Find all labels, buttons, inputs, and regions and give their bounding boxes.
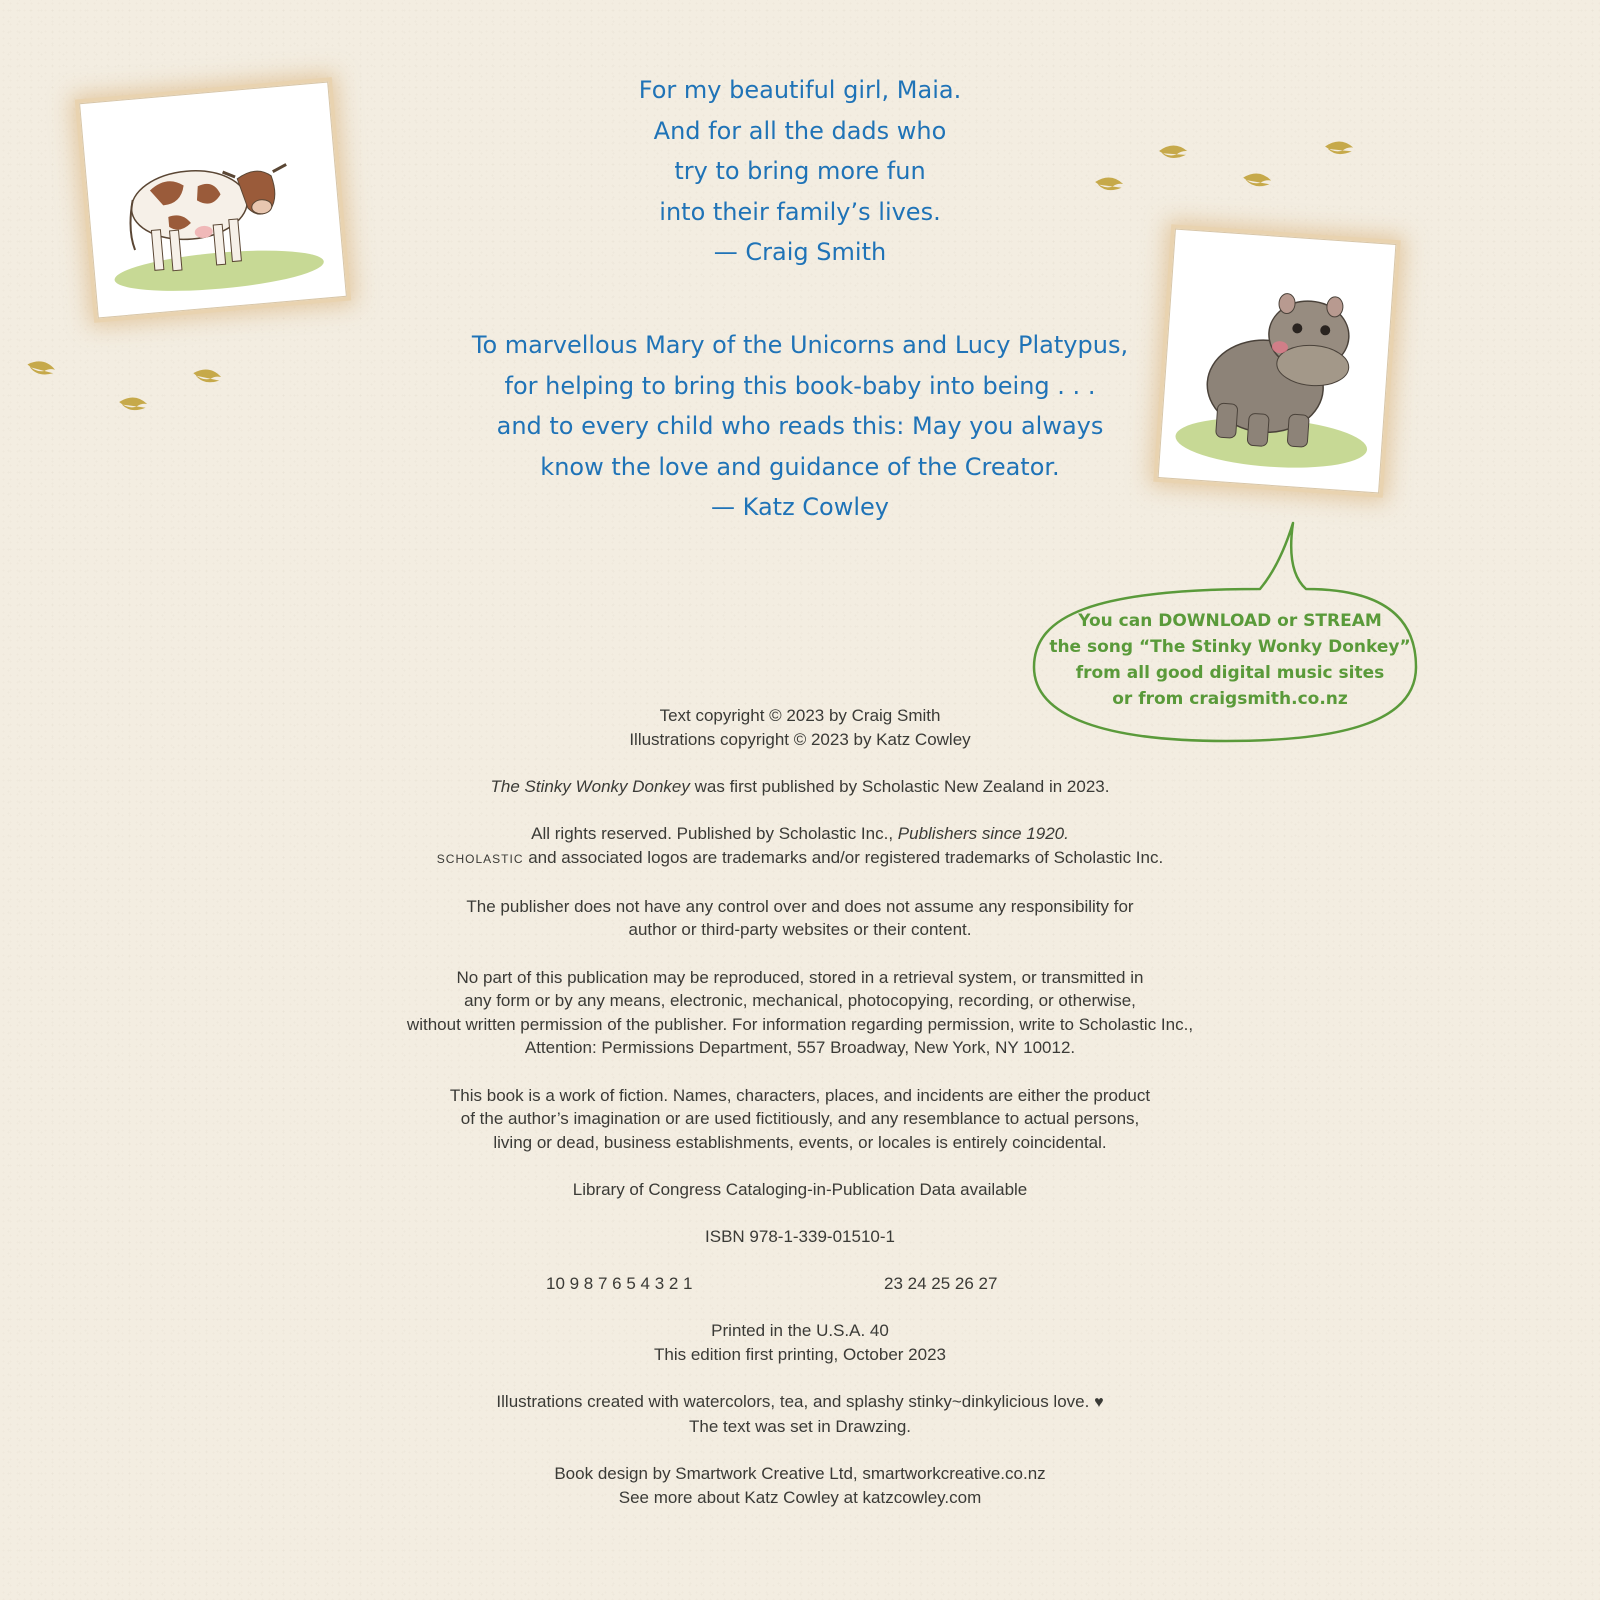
permissions-line: Attention: Permissions Department, 557 Broadway, New York, NY 10012. — [524, 1038, 1076, 1058]
hoof-print-icon — [1321, 136, 1357, 159]
bubble-line: or from craigsmith.co.nz — [1112, 689, 1348, 709]
illustrations-copyright: Illustrations copyright © 2023 by Katz Cowley — [629, 729, 971, 749]
website-line: See more about Katz Cowley at katzcowley.com — [618, 1487, 982, 1507]
dedication-line: for helping to bring this book-baby into being . . . — [504, 371, 1096, 400]
bubble-line: You can DOWNLOAD or STREAM — [1078, 611, 1382, 631]
dedication-line: try to bring more fun — [674, 157, 926, 185]
permissions-line: No part of this publication may be reproduced, stored in a retrieval system, or transmitted in — [456, 967, 1144, 987]
materials-line — [250, 1390, 1350, 1415]
fiction-line: of the author’s imagination or are used fictitiously, and any resemblance to actual persons, — [460, 1109, 1140, 1129]
dedication-katz-cowley — [300, 325, 1300, 528]
disclaimer-line: author or third-party websites or their content. — [628, 920, 972, 940]
dedication-line: and to every child who reads this: May you always — [496, 412, 1104, 440]
permissions-line: any form or by any means, electronic, mechanical, photocopying, recording, or otherwise, — [464, 991, 1136, 1011]
bubble-line: the song “The Stinky Wonky Donkey” — [1049, 637, 1411, 657]
fiction-line: living or dead, business establishments, events, or locales is entirely coincidental. — [493, 1132, 1107, 1152]
first-published-line — [250, 775, 1350, 799]
dedication-line: know the love and guidance of the Creator. — [540, 452, 1060, 481]
permissions-line: without written permission of the publisher. For information regarding permission, write to Scholastic Inc., — [406, 1014, 1194, 1034]
dedication-line: And for all the dads who — [653, 116, 947, 145]
trademark-text: and associated logos are trademarks and/or registered trademarks of Scholastic Inc. — [523, 847, 1164, 867]
printing-numbers — [250, 1272, 1350, 1296]
dedication-craig-smith — [300, 70, 1300, 273]
publisher-since: Publishers since 1920. — [897, 823, 1069, 843]
heart-icon: ♥ — [1094, 1394, 1104, 1412]
printed-line: Printed in the U.S.A. 40 — [711, 1321, 889, 1341]
scholastic-wordmark: SCHOLASTIC — [436, 851, 524, 866]
copyright-page-text — [250, 704, 1350, 1509]
fiction-line: This book is a work of fiction. Names, characters, places, and incidents are either the product — [449, 1085, 1151, 1105]
cip-line: Library of Congress Cataloging-in-Publication Data available — [572, 1179, 1028, 1199]
year-line: 23 24 25 26 27 — [884, 1274, 998, 1294]
text-copyright: Text copyright © 2023 by Craig Smith — [659, 706, 941, 725]
dedication-line: To marvellous Mary of the Unicorns and Lucy Platypus, — [471, 331, 1129, 359]
dedication-signature: — Katz Cowley — [711, 493, 889, 521]
rights-text: All rights reserved. Published by Scholastic Inc., — [531, 823, 898, 843]
hoof-print-icon — [22, 354, 60, 382]
design-credit: Book design by Smartwork Creative Ltd, smartworkcreative.co.nz — [554, 1464, 1046, 1483]
first-published-text: was first published by Scholastic New Zealand in 2023. — [689, 776, 1110, 796]
typeface-line: The text was set in Drawzing. — [688, 1416, 912, 1436]
edition-line: This edition first printing, October 2023 — [654, 1345, 946, 1365]
book-title: The Stinky Wonky Donkey — [490, 776, 690, 796]
speech-bubble-text — [1040, 608, 1420, 712]
dedication-line: For my beautiful girl, Maia. — [638, 76, 962, 104]
materials-text: Illustrations created with watercolors, tea, and splashy stinky~dinkylicious love. — [496, 1392, 1095, 1412]
dedication-signature: — Craig Smith — [713, 238, 887, 266]
hoof-print-icon — [115, 392, 151, 417]
trademark-line — [250, 846, 1350, 872]
hoof-print-icon — [188, 363, 225, 390]
isbn: ISBN 978-1-339-01510-1 — [705, 1227, 895, 1247]
dedication-line: into their family’s lives. — [659, 197, 941, 226]
print-line: 10 9 8 7 6 5 4 3 2 1 — [546, 1274, 693, 1294]
bubble-line: from all good digital music sites — [1075, 663, 1385, 683]
disclaimer-line: The publisher does not have any control over and does not assume any responsibility for — [466, 896, 1134, 916]
rights-line — [250, 822, 1350, 846]
